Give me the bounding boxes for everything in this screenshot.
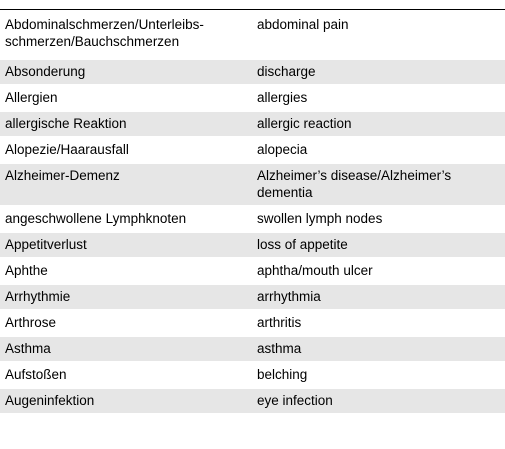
english-term: swollen lymph nodes: [257, 211, 383, 226]
table-row: [0, 164, 505, 207]
german-term: allergische Reaktion: [5, 116, 127, 131]
table-row: [0, 60, 505, 86]
german-term: Abdominalschmerzen/Unterleibs- schmerzen/Bauchschmerzen: [5, 17, 204, 49]
german-term: Augeninfektion: [5, 393, 95, 408]
english-term: asthma: [257, 341, 302, 356]
english-term: allergic reaction: [257, 116, 352, 131]
english-term: abdominal pain: [257, 17, 349, 32]
english-term: loss of appetite: [257, 237, 348, 252]
german-term: Aufstoßen: [5, 367, 67, 382]
table-row: [0, 363, 505, 389]
english-term: aphtha/mouth ulcer: [257, 263, 373, 278]
table-row: [0, 112, 505, 138]
table-row: [0, 86, 505, 112]
german-term: Asthma: [5, 341, 51, 356]
english-term: arrhythmia: [257, 289, 321, 304]
table-row: [0, 138, 505, 164]
german-term: Alopezie/Haarausfall: [5, 142, 129, 157]
table-row: [0, 285, 505, 311]
english-term: allergies: [257, 90, 308, 105]
table-row: [0, 10, 505, 60]
german-term: Absonderung: [5, 64, 86, 79]
table-row: [0, 233, 505, 259]
table-row: [0, 259, 505, 285]
german-term: Arrhythmie: [5, 289, 71, 304]
english-term: Alzheimer’s disease/Alzheimer’s dementia: [257, 168, 452, 200]
german-term: Aphthe: [5, 263, 48, 278]
german-term: Appetitverlust: [5, 237, 87, 252]
german-term: Alzheimer-Demenz: [5, 168, 120, 183]
english-term: eye infection: [257, 393, 333, 408]
table-row: [0, 337, 505, 363]
table-row: [0, 311, 505, 337]
german-term: Allergien: [5, 90, 58, 105]
table-row: [0, 389, 505, 415]
english-term: belching: [257, 367, 308, 382]
english-term: alopecia: [257, 142, 308, 157]
german-term: Arthrose: [5, 315, 57, 330]
table-row: [0, 207, 505, 233]
german-term: angeschwollene Lymphknoten: [5, 211, 187, 226]
glossary-table: [0, 9, 505, 415]
english-term: discharge: [257, 64, 316, 79]
english-term: arthritis: [257, 315, 302, 330]
